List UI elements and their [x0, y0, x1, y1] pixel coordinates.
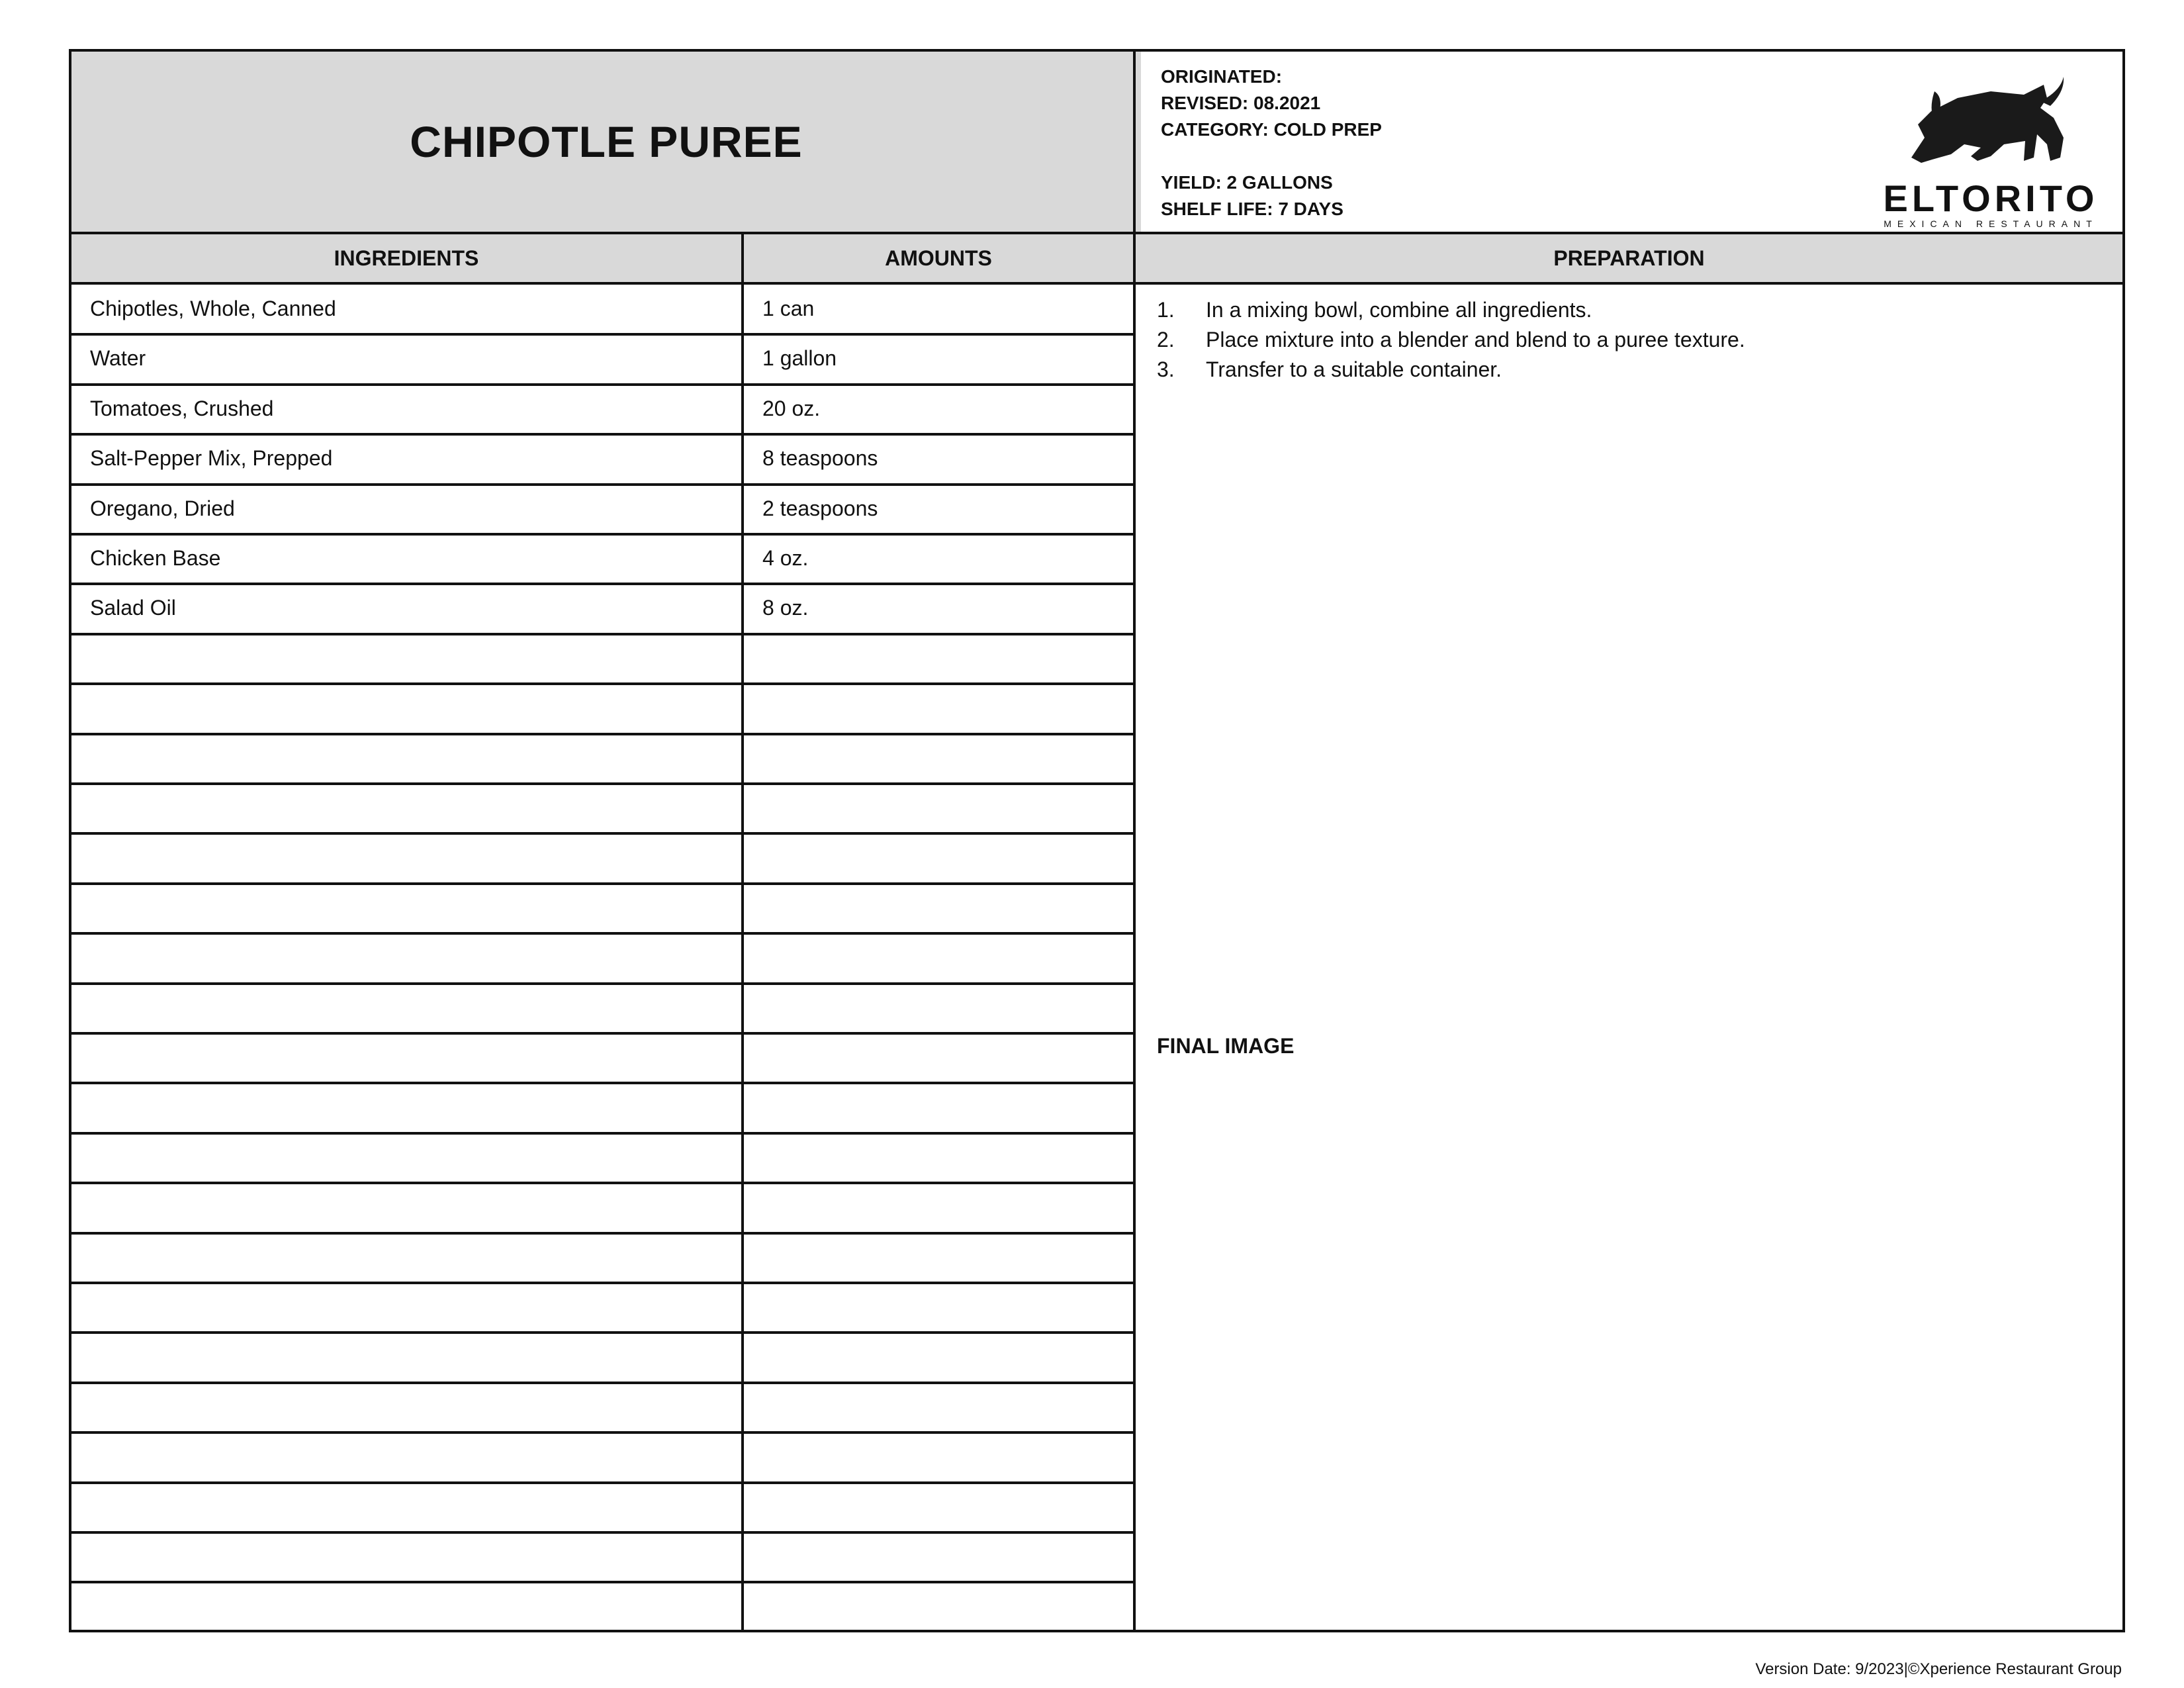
shelf-life-field: SHELF LIFE: 7 DAYS	[1161, 199, 1343, 219]
row-divider	[71, 733, 1136, 735]
row-divider	[71, 1182, 1136, 1184]
ingredient-name: Salad Oil	[90, 596, 176, 620]
ingredient-amount: 1 can	[762, 297, 815, 320]
final-image-label: FINAL IMAGE	[1157, 1034, 1295, 1058]
bull-icon	[1872, 71, 2110, 184]
prep-step-1: 1. In a mixing bowl, combine all ingredients.	[1157, 298, 1592, 322]
recipe-card	[69, 49, 2125, 1632]
row-divider	[71, 1082, 1136, 1084]
row-divider	[71, 682, 1136, 685]
el-torito-logo	[1872, 71, 2110, 230]
ingredient-name: Water	[90, 346, 146, 370]
recipe-title: CHIPOTLE PUREE	[410, 117, 803, 166]
divider-amounts-preparation	[1133, 52, 1136, 1630]
ingredient-name: Salt-Pepper Mix, Prepped	[90, 446, 333, 470]
ingredient-name: Oregano, Dried	[90, 496, 235, 520]
ingredient-name: Chipotles, Whole, Canned	[90, 297, 336, 320]
ingredient-amount: 4 oz.	[762, 546, 809, 570]
originated-field: ORIGINATED:	[1161, 66, 1283, 87]
row-divider	[71, 932, 1136, 935]
row-divider	[71, 1232, 1136, 1235]
prep-step-3: 3. Transfer to a suitable container.	[1157, 357, 1502, 381]
row-divider	[71, 583, 1136, 585]
logo-wordmark: ELTORITO	[1883, 177, 2099, 219]
divider-title	[71, 232, 2122, 234]
amounts-header: AMOUNTS	[744, 234, 1133, 282]
row-divider	[71, 1282, 1136, 1284]
row-divider	[71, 832, 1136, 835]
recipe-meta	[1161, 64, 1382, 222]
divider-header	[71, 282, 2122, 285]
ingredient-amount: 1 gallon	[762, 346, 837, 370]
ingredient-amount: 20 oz.	[762, 397, 821, 420]
row-divider	[71, 1382, 1136, 1384]
row-divider	[71, 782, 1136, 785]
divider-ingredients-amounts	[741, 232, 744, 1630]
row-divider	[71, 1431, 1136, 1434]
title-cell	[71, 52, 1141, 232]
row-divider	[71, 483, 1136, 486]
row-divider	[71, 333, 1136, 336]
row-divider	[71, 533, 1136, 536]
row-divider	[71, 1132, 1136, 1135]
row-divider	[71, 982, 1136, 985]
row-divider	[71, 1581, 1136, 1583]
row-divider	[71, 1481, 1136, 1484]
ingredient-amount: 8 oz.	[762, 596, 809, 620]
preparation-steps	[1157, 295, 1745, 385]
ingredient-amount: 8 teaspoons	[762, 446, 878, 470]
row-divider	[71, 383, 1136, 386]
row-divider	[71, 433, 1136, 436]
row-divider	[71, 1531, 1136, 1534]
row-divider	[71, 1032, 1136, 1035]
preparation-header: PREPARATION	[1136, 234, 2122, 282]
row-divider	[71, 1331, 1136, 1334]
prep-step-2: 2. Place mixture into a blender and blend to a puree texture.	[1157, 328, 1745, 352]
ingredient-amount: 2 teaspoons	[762, 496, 878, 520]
ingredient-name: Chicken Base	[90, 546, 221, 570]
row-divider	[71, 633, 1136, 635]
yield-field: YIELD: 2 GALLONS	[1161, 172, 1333, 193]
revised-field: REVISED: 08.2021	[1161, 93, 1321, 113]
version-footer: Version Date: 9/2023|©Xperience Restaurant Group	[1755, 1660, 2122, 1678]
row-divider	[71, 882, 1136, 885]
ingredients-header: INGREDIENTS	[71, 234, 741, 282]
logo-subtitle: MEXICAN RESTAURANT	[1884, 218, 2098, 229]
category-field: CATEGORY: COLD PREP	[1161, 119, 1382, 140]
ingredient-name: Tomatoes, Crushed	[90, 397, 274, 420]
